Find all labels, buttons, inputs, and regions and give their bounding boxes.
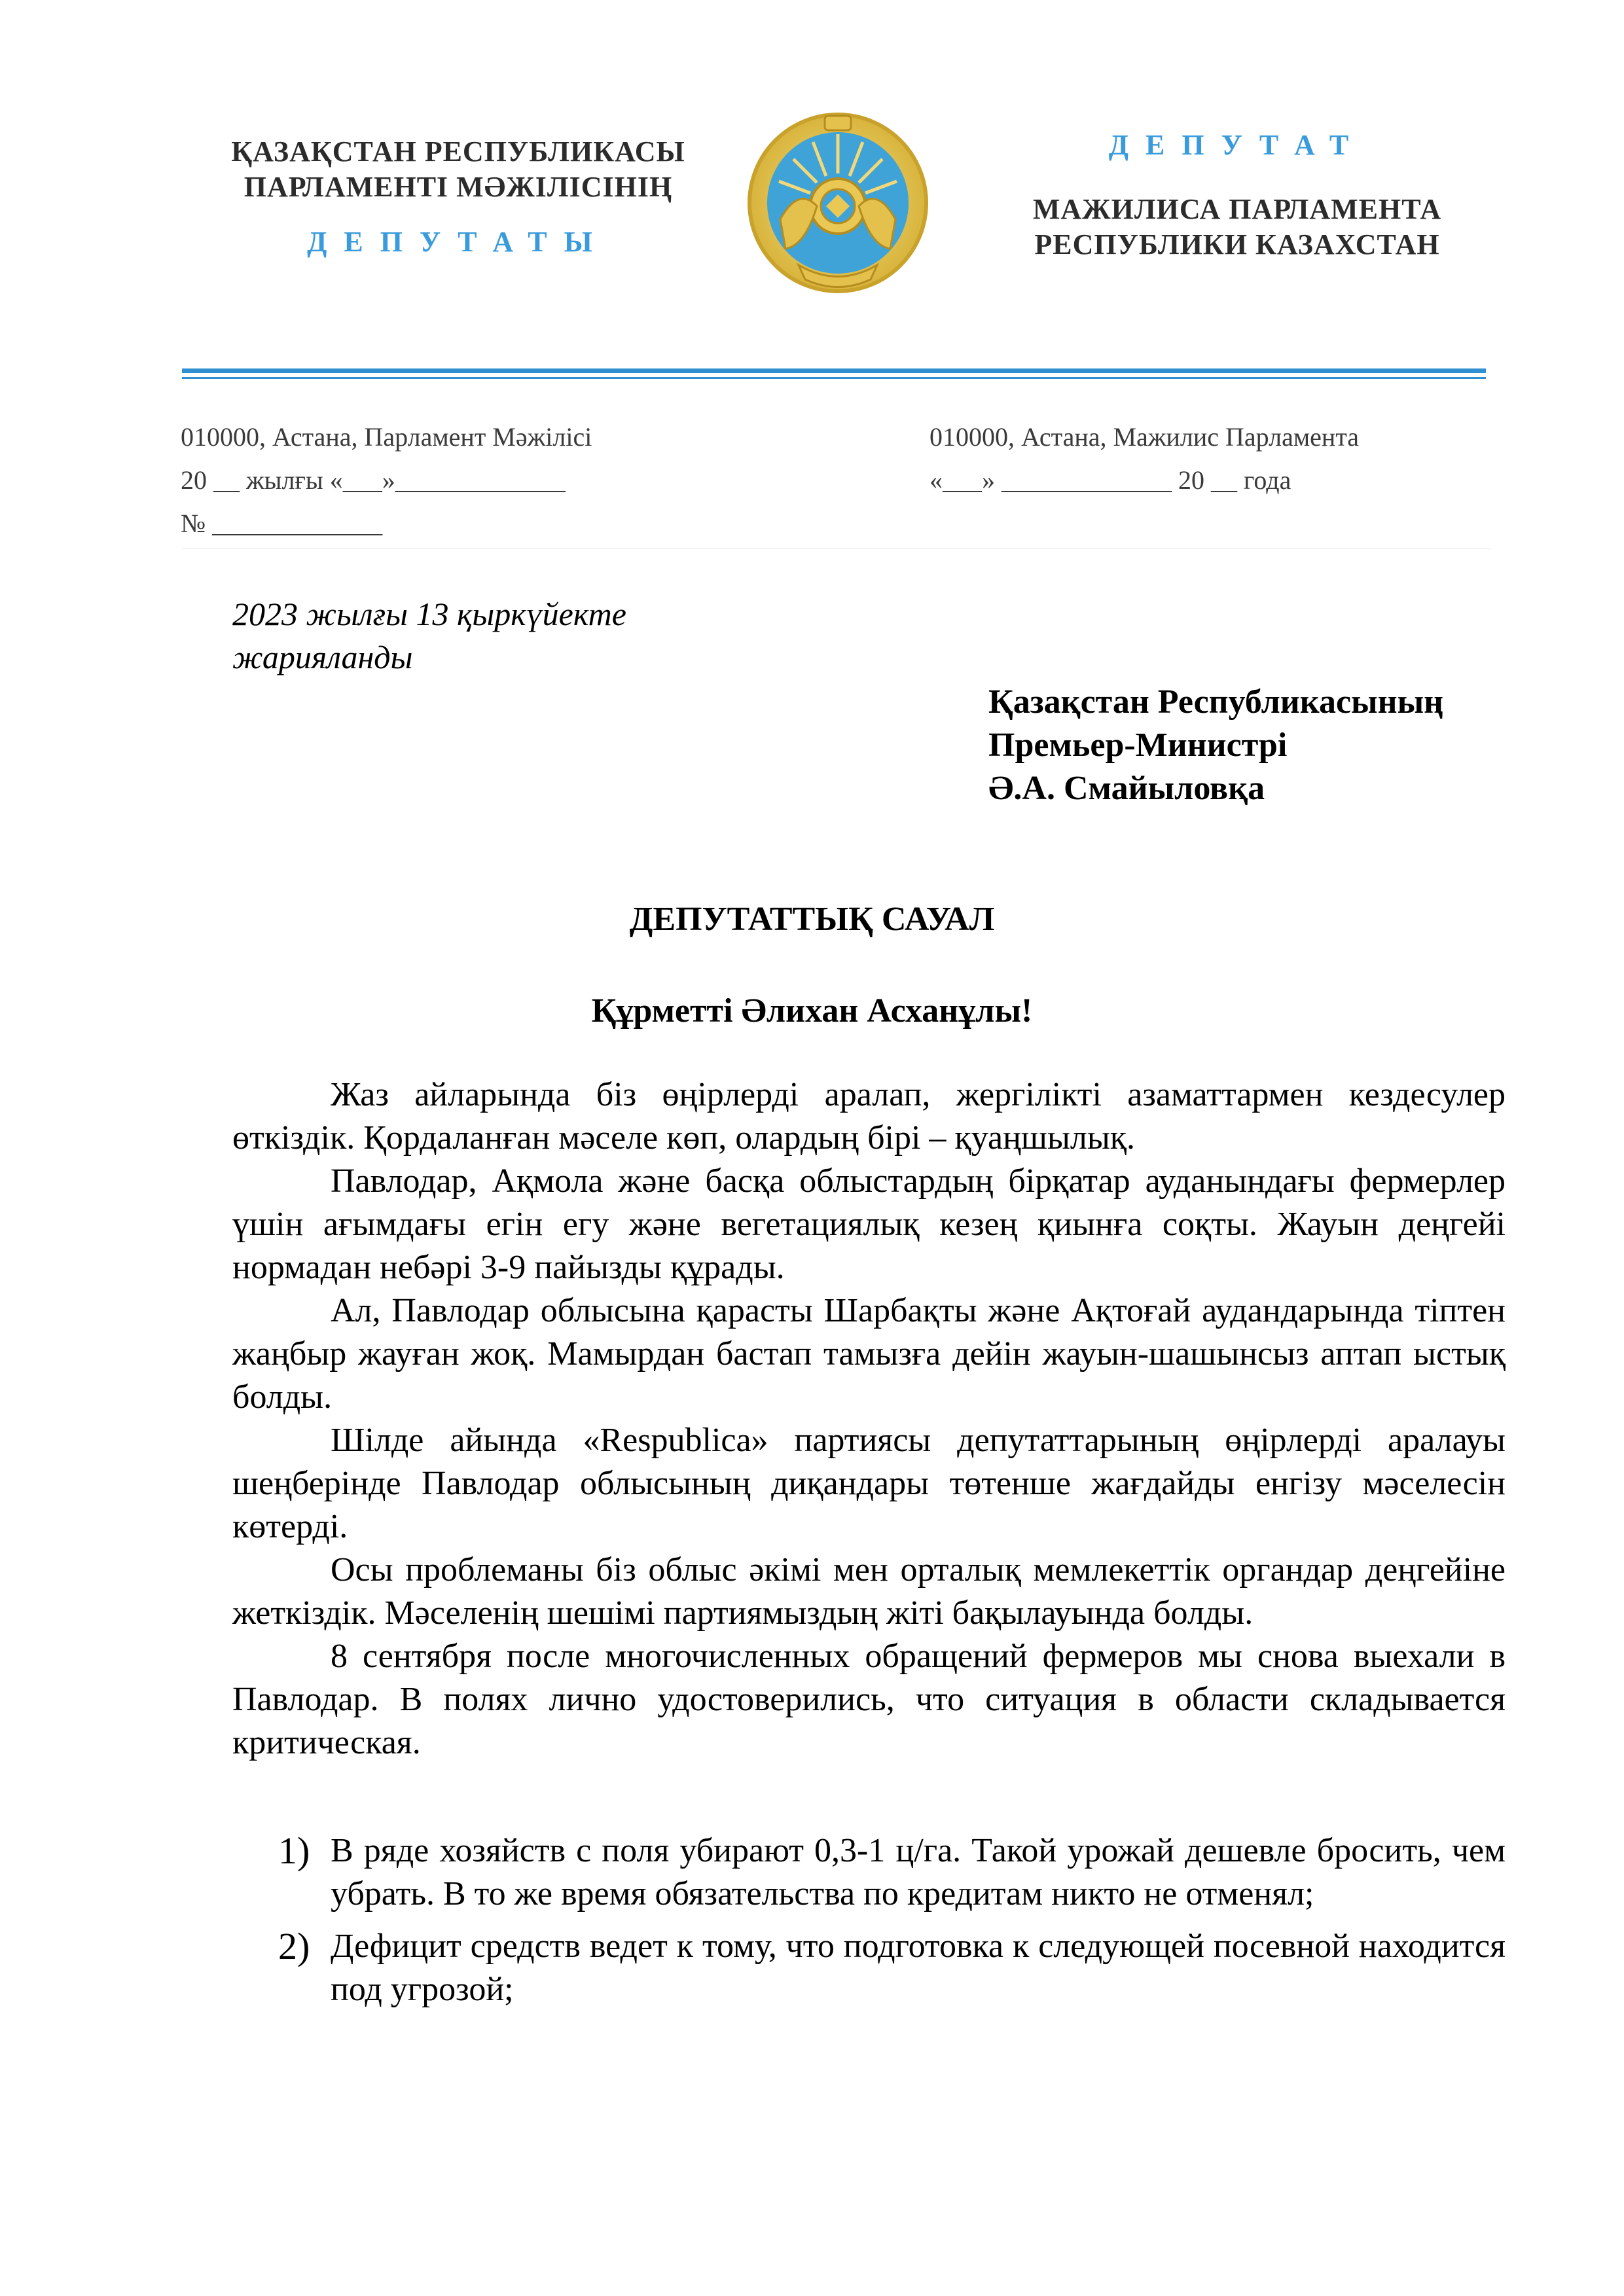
header-left-block <box>183 134 733 260</box>
header-right-block <box>1008 128 1466 262</box>
publication-line2: жарияланды <box>232 639 413 675</box>
address-right <box>929 416 1519 502</box>
address-left-line2: 20 __ жылғы «___»_____________ <box>181 465 566 495</box>
addressee-block <box>988 681 1512 810</box>
address-left-line1: 010000, Астана, Парламент Мәжілісі <box>181 422 592 452</box>
addressee-line2: Премьер-Министрі <box>988 726 1288 764</box>
header-divider-thick <box>182 368 1486 373</box>
paragraph: Ал, Павлодар облысына қарасты Шарбақты және Ақтоғай аудандарында тіптен жаңбыр жауған жоқ. Мамырдан бастап тамызға дейін жауын-шашынсыз аптап ыстық болды. <box>232 1292 1506 1416</box>
list-item-text: В ряде хозяйств с поля убирают 0,3-1 ц/га. Такой урожай дешевле бросить, чем убрать. В то же время обязательства по кредитам никто не отменял; <box>331 1832 1506 1912</box>
header-right-line2: РЕСПУБЛИКИ КАЗАХСТАН <box>1034 228 1440 260</box>
list-item-text: Дефицит средств ведет к тому, что подготовка к следующей посевной находится под угрозой; <box>331 1928 1506 2008</box>
paragraph: Шілде айында «Respublica» партиясы депутаттарының өңірлерді аралауы шеңберінде Павлодар облысының диқандары төтенше жағдайды енгізу мәселесін көтерді. <box>232 1422 1506 1545</box>
state-emblem-icon <box>740 108 936 311</box>
address-right-line2: «___» _____________ 20 __ года <box>929 465 1291 495</box>
publication-note <box>232 592 821 679</box>
address-divider <box>182 548 1491 549</box>
paragraph: Павлодар, Ақмола және басқа облыстардың бірқатар ауданындағы фермерлер үшін ағымдағы егін егу және вегетациялық кезең қиынға соқты. Жауын деңгейі нормадан небәрі 3-9 пайызды құрады. <box>232 1162 1506 1286</box>
list-item <box>232 1925 1506 2011</box>
header-divider-thin <box>182 377 1486 379</box>
document-title: ДЕПУТАТТЫҚ САУАЛ <box>629 901 995 938</box>
header-left-deputy: ДЕПУТАТЫ <box>307 226 609 258</box>
list-item <box>232 1829 1506 1916</box>
address-left <box>181 416 770 545</box>
numbered-list <box>232 1829 1506 2020</box>
header-right-deputy: ДЕПУТАТ <box>1108 129 1366 161</box>
header-right-line1: МАЖИЛИСА ПАРЛАМЕНТА <box>1032 193 1442 225</box>
address-right-line1: 010000, Астана, Мажилис Парламента <box>929 422 1360 452</box>
list-item-number: 1) <box>278 1829 310 1872</box>
header-left-line1: ҚАЗАҚСТАН РЕСПУБЛИКАСЫ <box>231 135 685 168</box>
addressee-line1: Қазақстан Республикасының <box>988 683 1444 721</box>
body-text <box>232 1073 1506 1765</box>
publication-line1: 2023 жылғы 13 қыркүйекте <box>232 596 626 632</box>
salutation: Құрметті Әлихан Асханұлы! <box>591 992 1033 1030</box>
header-left-line2: ПАРЛАМЕНТІ МӘЖІЛІСІНІҢ <box>244 171 673 203</box>
paragraph: Осы проблеманы біз облыс әкімі мен орталық мемлекеттік органдар деңгейіне жеткіздік. Мәселенің шешімі партиямыздың жіті бақылауында болды. <box>232 1551 1506 1632</box>
paragraph: 8 сентября после многочисленных обращений фермеров мы снова выехали в Павлодар. В полях лично удостоверились, что ситуация в области складывается критическая. <box>232 1638 1506 1761</box>
addressee-line3: Ә.А. Смайыловқа <box>988 770 1265 807</box>
address-left-line3: № _____________ <box>181 509 383 538</box>
paragraph: Жаз айларында біз өңірлерді аралап, жергілікті азаматтармен кездесулер өткіздік. Қордаланған мәселе көп, олардың бірі – қуаңшылық. <box>232 1076 1506 1157</box>
list-item-number: 2) <box>278 1925 310 1967</box>
